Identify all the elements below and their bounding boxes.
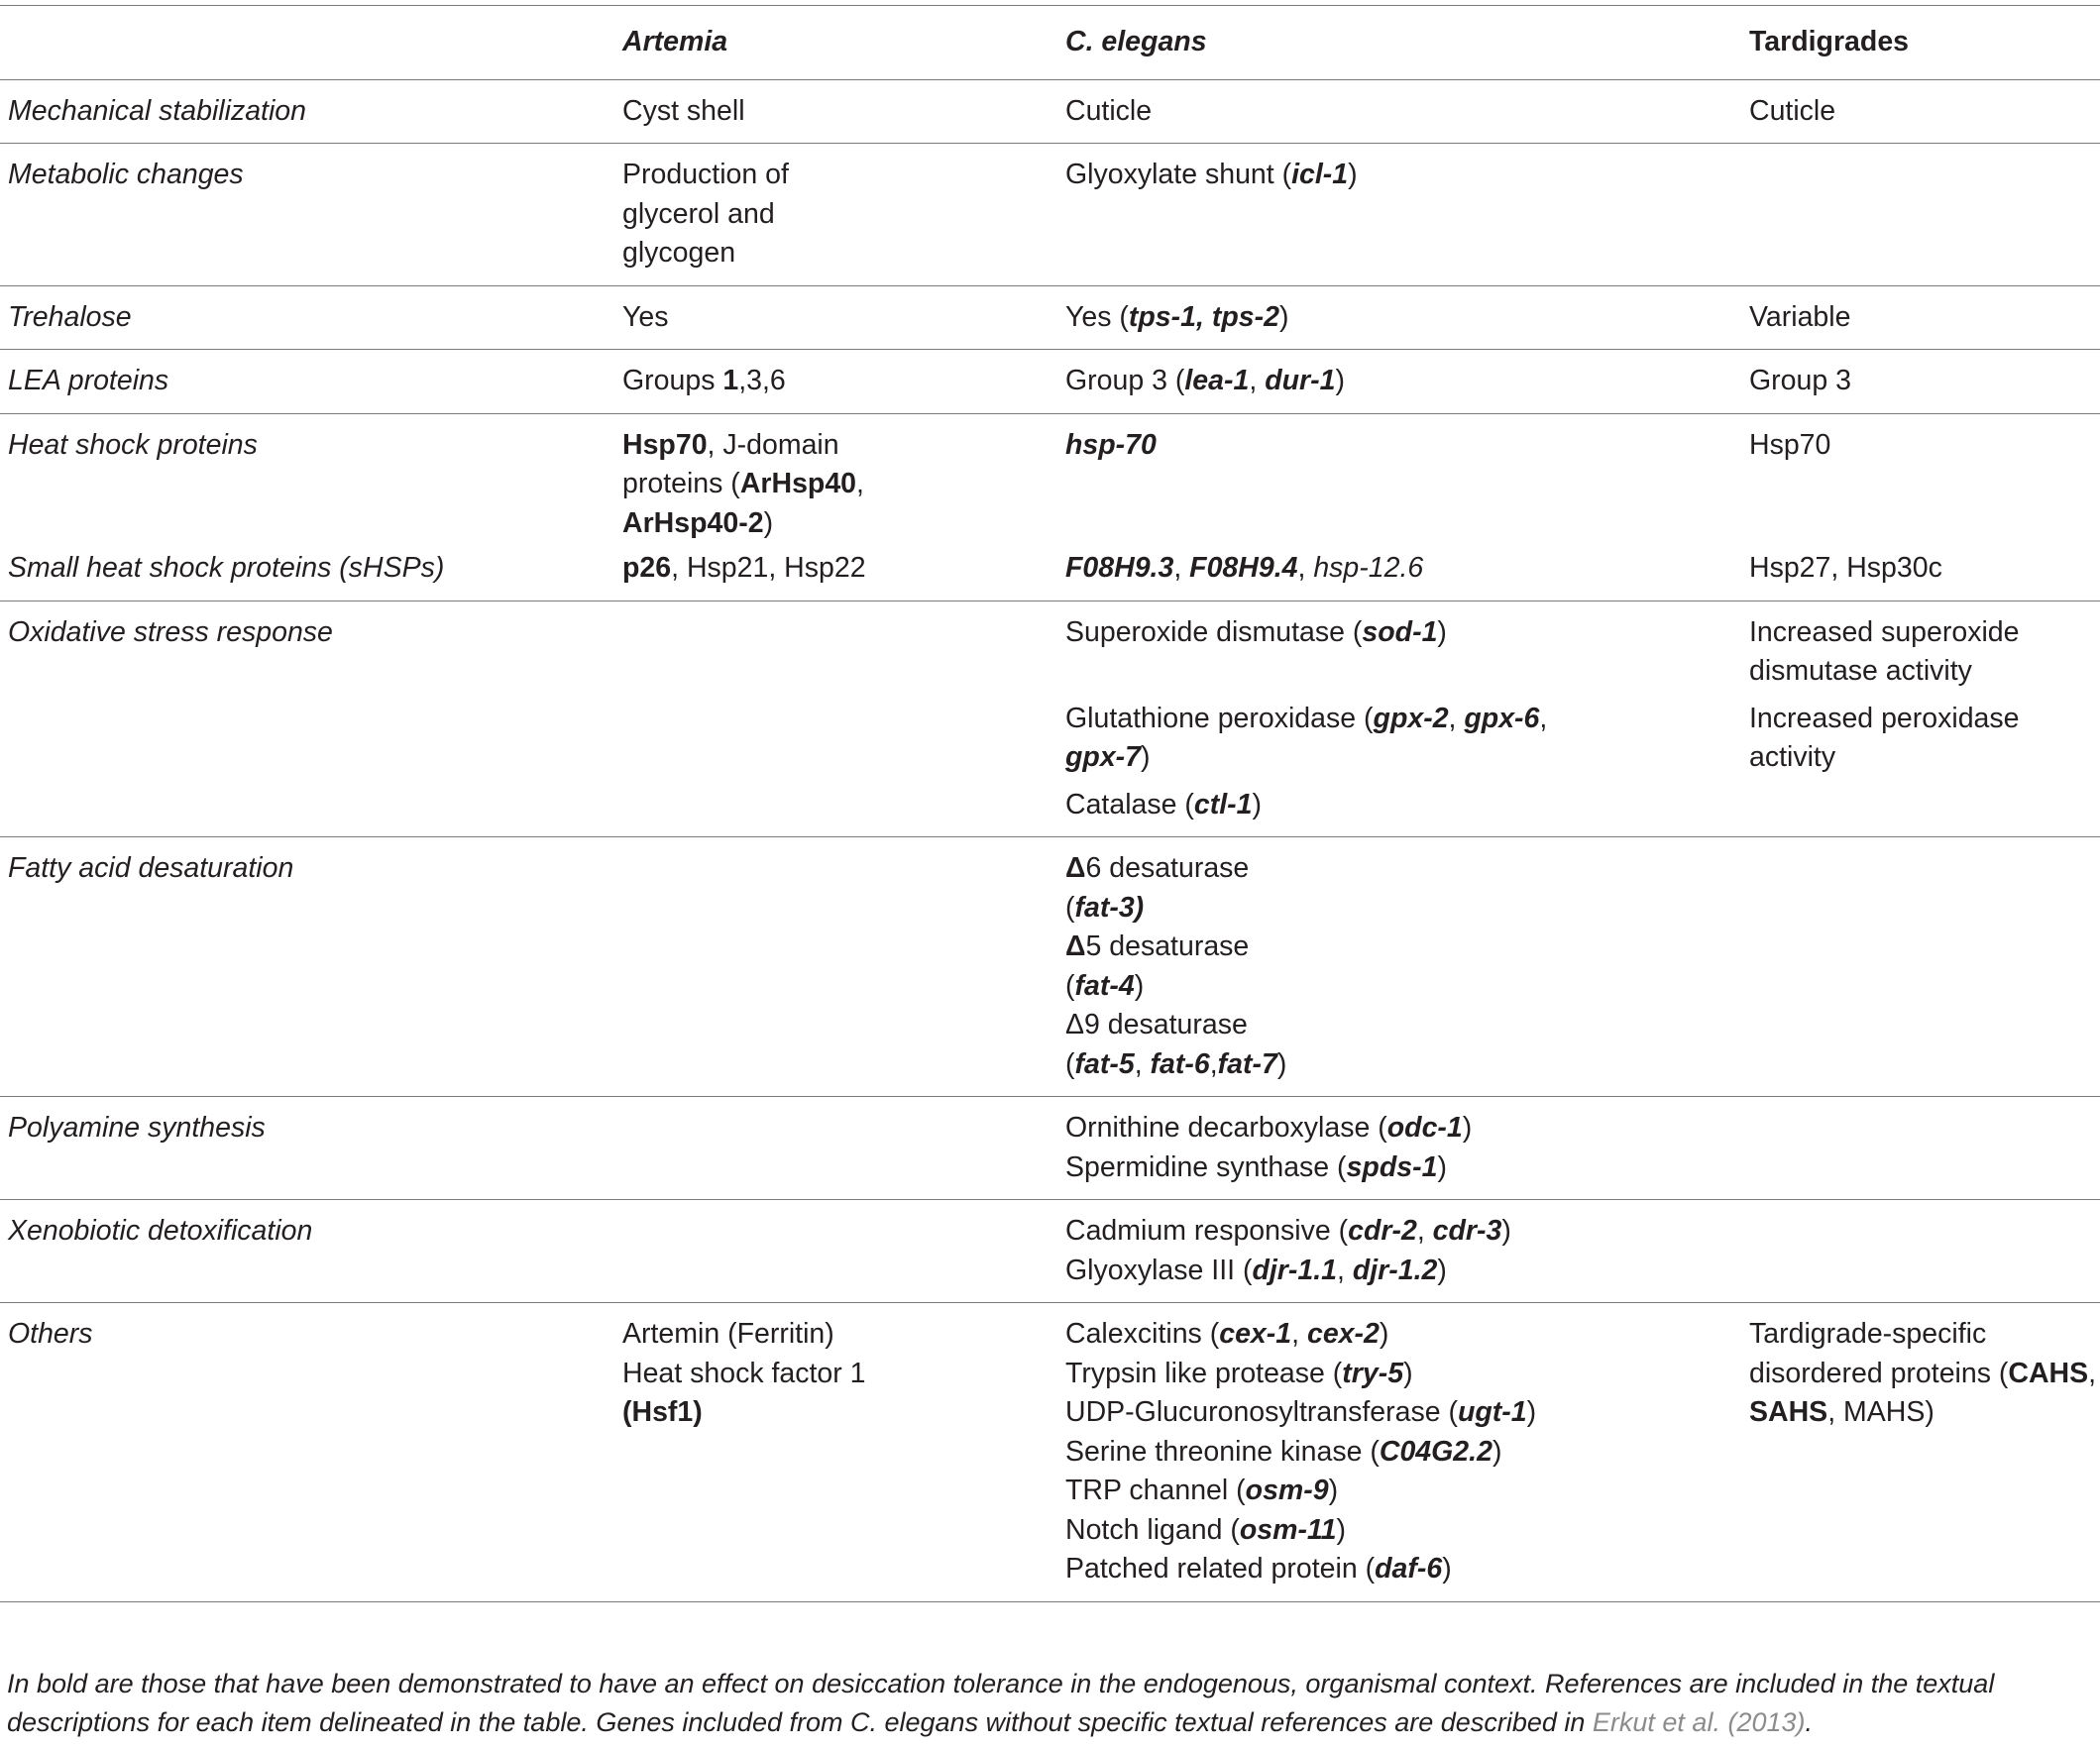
text-line [1065, 849, 1749, 889]
tardigrades-cell: Group 3 [1749, 350, 2100, 414]
text: Glyoxylase III ( [1065, 1254, 1253, 1286]
gene-name: fat-7 [1217, 1047, 1277, 1080]
text-line: Tardigrade-specific [1749, 1318, 1987, 1350]
gene-name: F08H9.3 [1065, 552, 1174, 584]
gene-name: daf-6 [1375, 1553, 1443, 1585]
gene-name: icl-1 [1291, 159, 1349, 190]
bold-text: ArHsp40 [739, 468, 857, 499]
text: Yes ( [1065, 300, 1129, 333]
artemia-cell [622, 549, 1065, 601]
row-label: Small heat shock proteins (sHSPs) [8, 552, 445, 584]
text: , [1209, 1047, 1218, 1080]
text: , Hsp21, Hsp22 [671, 552, 866, 584]
text: ) [1348, 159, 1358, 190]
text: ) [1141, 741, 1151, 773]
text: , [1448, 702, 1465, 734]
celegans-cell: Cuticle [1065, 79, 1749, 144]
tardigrades-cell [1749, 1097, 2100, 1200]
gene-name: djr-1.1 [1252, 1254, 1337, 1286]
text: ) [1526, 1396, 1537, 1428]
text: Cadmium responsive ( [1065, 1215, 1349, 1247]
gene-name: fat-3) [1074, 891, 1145, 924]
text: ) [1501, 1215, 1511, 1247]
bold-text: p26 [622, 552, 672, 584]
gene-name: fat-6 [1150, 1047, 1210, 1080]
text: Spermidine synthase ( [1065, 1150, 1347, 1183]
tardigrades-cell: Hsp27, Hsp30c [1749, 552, 1942, 584]
bold-text: SAHS [1749, 1396, 1828, 1428]
celegans-cell [1065, 350, 1749, 414]
tardigrades-cell: Hsp70 [1749, 413, 2100, 549]
text-line [1065, 786, 1749, 825]
table-row [0, 1303, 2100, 1602]
text-line: Production of [622, 159, 789, 190]
text: 5 desaturase [1085, 930, 1250, 962]
gene-name: fat-4 [1074, 969, 1135, 1002]
gene-name: F08H9.4 [1189, 552, 1298, 584]
text: ) [1252, 788, 1263, 820]
text-line [1065, 1433, 1749, 1473]
text-line [1065, 967, 1749, 1007]
tardigrades-cell: Variable [1749, 285, 2100, 350]
gene-name: fat-5 [1074, 1047, 1135, 1080]
text: , [1539, 702, 1548, 734]
bold-text: (Hsf1) [622, 1396, 703, 1428]
bold-text: CAHS [2008, 1357, 2089, 1389]
gene-name: odc-1 [1386, 1112, 1463, 1144]
table-row [0, 350, 2100, 414]
row-label: Others [0, 1303, 622, 1602]
text-line: Increased peroxidase [1749, 702, 2020, 734]
text: , [1337, 1254, 1353, 1286]
text: Catalase ( [1065, 788, 1194, 820]
text: ( [1065, 969, 1075, 1002]
artemia-cell [622, 837, 1065, 1097]
text-line [1065, 700, 1749, 739]
text-line [1065, 1109, 1749, 1148]
text: ) [1276, 1047, 1287, 1080]
text-line: Increased superoxide [1749, 615, 2020, 648]
gene-name: dur-1 [1265, 365, 1336, 396]
gene-name: spds-1 [1346, 1150, 1438, 1183]
row-label: Oxidative stress response [0, 601, 622, 837]
text: , [1134, 1047, 1151, 1080]
text-line [1065, 1045, 1749, 1085]
gene-name: cdr-3 [1432, 1215, 1502, 1247]
text: Glyoxylate shunt ( [1065, 159, 1292, 190]
text: ) [1379, 1318, 1389, 1350]
header-c-elegans: C. elegans [1065, 6, 1749, 80]
text: proteins ( [622, 468, 740, 499]
celegans-cell [1065, 1097, 1749, 1200]
gene-name: cdr-2 [1348, 1215, 1417, 1247]
text-line [1065, 613, 1749, 653]
text-line [1065, 889, 1749, 929]
spacer [1065, 692, 1749, 700]
tardigrades-cell [1749, 1200, 2100, 1303]
artemia-cell: Yes [622, 285, 1065, 350]
desiccation-table [0, 5, 2100, 1602]
footnote-text: In bold are those that have been demonstrated to have an effect on desiccation tolerance in the endogenous, organismal context. References are included in the textual descriptions for each item delineated in the table. Genes included from C. elegans without specific textual references are described in [7, 1669, 1995, 1737]
row-label: Metabolic changes [0, 144, 622, 286]
gene-name: hsp-12.6 [1313, 552, 1424, 584]
text: Trypsin like protease ( [1065, 1357, 1343, 1389]
spacer-line [1065, 652, 1749, 692]
text-line [1065, 1472, 1749, 1511]
row-label: Xenobiotic detoxification [0, 1200, 622, 1303]
text: , [1291, 1318, 1307, 1350]
text-line: glycogen [622, 237, 736, 269]
gene-name: C04G2.2 [1379, 1435, 1492, 1468]
text: UDP-Glucuronosyltransferase ( [1065, 1396, 1458, 1428]
row-label: Heat shock proteins [0, 413, 622, 549]
header-tardigrades: Tardigrades [1749, 6, 2100, 80]
row-label: Mechanical stabilization [0, 79, 622, 144]
text: disordered proteins ( [1749, 1357, 2009, 1389]
text: Notch ligand ( [1065, 1513, 1240, 1546]
text: TRP channel ( [1065, 1475, 1246, 1506]
text-line: glycerol and [622, 197, 775, 230]
text: , [1416, 1215, 1433, 1247]
artemia-cell [622, 144, 1065, 286]
text: ( [1065, 891, 1075, 924]
text-line [622, 465, 1065, 504]
text-line [1749, 1355, 2100, 1394]
gene-name: ugt-1 [1457, 1396, 1527, 1428]
delta-symbol: Δ [1065, 852, 1086, 884]
celegans-cell [1065, 601, 1749, 837]
artemia-cell [622, 350, 1065, 414]
text-line [1065, 1212, 1749, 1252]
bold-text: 1 [722, 365, 739, 396]
row-label: Trehalose [0, 285, 622, 350]
table-row [0, 79, 2100, 144]
gene-name: osm-9 [1245, 1475, 1329, 1506]
text-line: dismutase activity [1749, 655, 1972, 687]
text: ) [1492, 1435, 1502, 1468]
bold-text: ArHsp40-2 [622, 506, 764, 539]
tardigrades-cell [1749, 1303, 2100, 1602]
text-line [1749, 1393, 2100, 1433]
text: ) [1437, 1150, 1447, 1183]
gene-name: gpx-7 [1065, 741, 1142, 773]
table-row [0, 549, 2100, 601]
text: Ornithine decarboxylase ( [1065, 1112, 1387, 1144]
text-line [1065, 738, 1749, 778]
row-label: Polyamine synthesis [0, 1097, 622, 1200]
text: ) [1134, 969, 1145, 1002]
text: ) [1462, 1112, 1473, 1144]
celegans-cell [1065, 549, 1749, 601]
artemia-cell [622, 413, 1065, 549]
celegans-cell [1065, 1303, 1749, 1602]
text-line: Heat shock factor 1 [622, 1357, 866, 1389]
text: Calexcitins ( [1065, 1318, 1220, 1350]
text: Superoxide dismutase ( [1065, 615, 1363, 648]
tardigrades-cell: Cuticle [1749, 79, 2100, 144]
celegans-cell [1065, 1200, 1749, 1303]
text-line [1065, 1355, 1749, 1394]
gene-name: hsp-70 [1065, 428, 1157, 461]
celegans-cell [1065, 144, 1749, 286]
text-line [1065, 1511, 1749, 1551]
text: Patched related protein ( [1065, 1553, 1376, 1585]
text: Glutathione peroxidase ( [1065, 702, 1374, 734]
header-col-1 [0, 6, 622, 80]
text: ) [1437, 615, 1447, 648]
artemia-cell [622, 1200, 1065, 1303]
table-header-row [0, 6, 2100, 80]
text-line [1065, 1315, 1749, 1355]
text: ) [1442, 1553, 1452, 1585]
artemia-cell [622, 1097, 1065, 1200]
text: Groups [622, 365, 723, 396]
table-row [0, 1200, 2100, 1303]
footnote-end: . [1805, 1707, 1814, 1737]
gene-name: djr-1.2 [1352, 1254, 1438, 1286]
gene-name: osm-11 [1239, 1513, 1337, 1546]
reference-link[interactable]: Erkut et al. (2013) [1592, 1707, 1806, 1737]
table-row [0, 144, 2100, 286]
text: Group 3 ( [1065, 365, 1185, 396]
table-footnote [7, 1665, 2096, 1742]
text: ) [1328, 1475, 1339, 1506]
text: , [1173, 552, 1190, 584]
gene-name: gpx-2 [1373, 702, 1449, 734]
text-line [1065, 1252, 1749, 1291]
celegans-cell [1065, 413, 1749, 549]
table-row [0, 1097, 2100, 1200]
text: ) [1335, 365, 1345, 396]
spacer [1065, 778, 1749, 786]
row-label: LEA proteins [0, 350, 622, 414]
gene-name: cex-2 [1306, 1318, 1380, 1350]
text: ) [1403, 1357, 1413, 1389]
tardigrades-cell [1749, 144, 2100, 286]
text-line [1065, 928, 1749, 967]
gene-name: gpx-6 [1464, 702, 1540, 734]
text: , J-domain [707, 428, 839, 461]
row-label: Fatty acid desaturation [0, 837, 622, 1097]
text: , [1249, 365, 1266, 396]
header-artemia: Artemia [622, 6, 1065, 80]
text: , [2088, 1357, 2097, 1389]
gene-name: tps-1, tps-2 [1128, 300, 1279, 333]
table-row [0, 837, 2100, 1097]
text-line [1065, 1393, 1749, 1433]
text-line: Δ9 desaturase [1065, 1009, 1248, 1040]
text: ( [1065, 1047, 1075, 1080]
text: ) [1336, 1513, 1347, 1546]
text-line [622, 504, 1065, 544]
celegans-cell [1065, 837, 1749, 1097]
text: Serine threonine kinase ( [1065, 1435, 1380, 1468]
artemia-cell: Cyst shell [622, 79, 1065, 144]
tardigrades-cell [1749, 837, 2100, 1097]
spacer [1749, 692, 2100, 700]
text-line: activity [1749, 741, 1836, 773]
tardigrades-cell [1749, 601, 2100, 837]
table-row [0, 285, 2100, 350]
table-row [0, 413, 2100, 549]
text-line [622, 426, 1065, 466]
gene-name: lea-1 [1184, 365, 1250, 396]
bold-text: Hsp70 [622, 428, 708, 461]
celegans-cell [1065, 285, 1749, 350]
text: 6 desaturase [1085, 852, 1250, 884]
gene-name: cex-1 [1219, 1318, 1292, 1350]
artemia-cell [622, 601, 1065, 837]
text: ) [1437, 1254, 1447, 1286]
text: ,3,6 [738, 365, 786, 396]
text-line [1065, 1550, 1749, 1589]
gene-name: try-5 [1342, 1357, 1404, 1389]
gene-name: ctl-1 [1193, 788, 1253, 820]
text-line: Artemin (Ferritin) [622, 1318, 834, 1350]
text: , [856, 468, 864, 499]
delta-symbol: Δ [1065, 930, 1086, 962]
text: , [1297, 552, 1314, 584]
text-line [1065, 1148, 1749, 1188]
text: ) [763, 506, 774, 539]
text: , MAHS) [1827, 1396, 1934, 1428]
gene-name: sod-1 [1362, 615, 1438, 648]
artemia-cell [622, 1303, 1065, 1602]
text: ) [1278, 300, 1289, 333]
table-row [0, 601, 2100, 837]
